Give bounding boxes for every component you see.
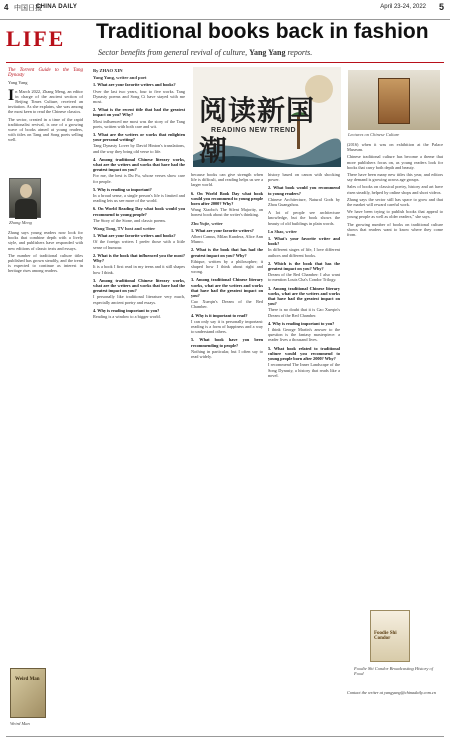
answer: The Story of the Stone, and classic poems.	[93, 217, 167, 223]
drop-cap: I	[8, 86, 15, 104]
answer: Ethique, written by a philosopher; it shaped how I think about right and wrong.	[191, 258, 263, 275]
section-title: LIFE	[6, 26, 66, 51]
question: 6. On World Book Day what book would you recommend to young people born after 2000? Why?	[191, 190, 263, 207]
answer: Of the foreign writers I prefer those with a little sense of humour.	[93, 239, 185, 250]
book-photo-caption: Lectures on Chinese Culture	[348, 132, 400, 137]
book-cover-left	[10, 668, 46, 718]
col2-subbyline: Yang Yang, writer and poet	[93, 75, 147, 81]
banner-chinese-title: 阅读新国潮	[199, 94, 316, 167]
question: 1. What are your favorite writers and books?	[93, 233, 176, 239]
logo-english: CHINA DAILY	[36, 4, 78, 10]
left-para-1-text: n March 2022, Zhang Meng, an editor in charge of the ancient section of Beijing Times Culture, received an invitation. As she explains, she was among the most keen to read the Chinese classics.	[8, 88, 83, 115]
masthead	[0, 0, 450, 20]
answer: I can only say it is personally important: reading is a form of happiness and a way to understand others.	[191, 318, 263, 335]
answer: Most influenced me most was the story of the Tang poets, written with both care and wit.	[93, 118, 185, 129]
standfirst-author: Yang Yang	[249, 48, 286, 57]
answer: Nothing in particular, but I often say to read widely.	[191, 348, 263, 360]
left-byline: Yang Yang	[8, 80, 28, 86]
col3-byline: Zhu Yujie, writer	[191, 220, 223, 226]
question: 4. Why is it important to read?	[191, 312, 248, 318]
left-para-3: Zhang says young readers now look for books that combine depth with a lively style, and publishers have responded with new editions of classic texts and essays.	[8, 230, 83, 251]
col5-para: Chinese traditional culture has become a theme that more publishers focus on, as young readers look for books that carry both depth and beauty.	[347, 154, 443, 170]
headline: Traditional books back in fashion	[96, 20, 429, 43]
left-kicker: The Torrent Guide to the Tang Dynasty	[8, 68, 83, 79]
answer: In a broad sense, a single person's life is limited and reading lets us see more of the world.	[93, 193, 185, 204]
question: 1. What's your favorite writer and book?	[268, 236, 340, 247]
answer: Tang Dynasty Lover by David Hinton's translations, and the way they bring old verse to life.	[93, 143, 185, 154]
footer-rule	[6, 736, 444, 737]
col5-para: We have been trying to publish books that appeal to young people as well as older readers," she says.	[347, 209, 443, 220]
book-cover-right	[370, 610, 410, 662]
answer: Wang Xiaobo's The Silent Majority, an honest book about the writer's thinking.	[191, 207, 263, 218]
answer: There is no doubt that it is Cao Xueqin's Dream of the Red Chamber.	[268, 307, 340, 318]
banner-english-title: READING NEW TREND	[211, 127, 297, 134]
answer: Chinese Architecture, Natural Gods by Zhou Guangzhou.	[268, 196, 340, 208]
column-4	[268, 172, 340, 381]
column-2	[93, 68, 185, 322]
headline-rule	[6, 62, 444, 63]
left-para-4: The number of traditional culture titles published has grown steadily, and the trend is expected to continue as interest in heritage rises among readers.	[8, 252, 83, 274]
question: 1. What are your favorite writers and books?	[93, 82, 176, 88]
answer: For me, the best is Du Fu, whose verses show care for people.	[93, 173, 185, 184]
answer: In different stages of life, I love different authors and different books.	[268, 247, 340, 258]
answer: A lot of people see architecture knowledge, but the book shows the beauty of old buildings in plain words.	[268, 210, 340, 226]
answer: I personally like traditional literature very much, especially ancient poetry and essays.	[93, 294, 185, 305]
standfirst-text: Sector benefits from general revival of culture,	[98, 48, 250, 57]
answer: Reading is a window to a bigger world.	[93, 313, 161, 319]
book-cover-left-caption: Weird Man	[10, 721, 30, 726]
col5-para: Zhang says the sector still has space to grow and that the market will reward careful work.	[347, 196, 443, 208]
page-number-left: 4	[4, 3, 9, 12]
answer: I recommend The Inner Landscape of the Song Dynasty, a history that reads like a novel.	[268, 362, 340, 378]
answer: because books can give strength when life is difficult, and reading helps us see a larger world.	[191, 172, 263, 188]
book-cover-left-title: Weird Man	[15, 677, 40, 682]
standfirst	[98, 48, 312, 57]
left-column	[8, 68, 83, 145]
question: 2. What is the recent title that had the greatest impact on you? Why?	[93, 107, 185, 118]
col2-byline: By ZHAO XIN	[93, 68, 123, 73]
answer: Cao Xueqin's Dream of the Red Chamber.	[191, 299, 263, 310]
question: 3. What are the writers or works that enlighten your personal writing?	[93, 132, 185, 143]
question: 3. Among traditional Chinese literary works, what are the writers and works that have had the greatest impact on you?	[93, 277, 185, 294]
question: 4. Why is reading important to you?	[268, 320, 335, 326]
book-photo	[348, 70, 440, 130]
answer: I think George Martin's answer to the question is the fantasy masterpiece: a reader lives a thousand lives.	[268, 327, 340, 343]
answer: Albert Camus, Milan Kundera, Alice Ann Munro.	[191, 234, 263, 245]
standfirst-end: reports.	[285, 48, 313, 57]
left-column-lower	[8, 230, 83, 276]
question: 5. What book related to traditional culture would you recommend to young people born after 2000? Why?	[268, 345, 340, 362]
left-para-2: The sector, created in a time of the rapid traditionalist revival, is one of a growing wave of books aimed at young readers, with titles on Tang and Song poets selling well.	[8, 116, 83, 143]
question: 4. Among traditional Chinese literary works, what are the writers and works that have had the greatest impact on you?	[93, 156, 185, 173]
page-number-right: 5	[438, 2, 444, 12]
question: 3. Among traditional Chinese literary works, what are the writers and works that have had the greatest impact on you?	[191, 277, 263, 299]
answer: history based on canon with shocking power.	[268, 172, 340, 183]
answer: Dream of the Red Chamber: I also want to mention Louis Cha's Condor Trilogy.	[268, 272, 340, 283]
portrait-caption: Zhang Meng	[9, 220, 32, 225]
question: 2. What book would you recommend to young readers?	[268, 185, 340, 196]
book-cover-right-caption: Foodie Shi Condor Broadcasting History of Food	[354, 666, 433, 676]
portrait-photo	[9, 178, 41, 218]
question: 5. What book have you been recommending to people?	[191, 337, 263, 348]
column-5	[347, 142, 443, 239]
col5-para: There have been many new titles this year, and editors say demand is growing across age groups.	[347, 172, 443, 183]
column-3	[191, 172, 263, 362]
question: 3. Among traditional Chinese literary works, what are the writers and works that have had the greatest impact on you?	[268, 285, 340, 307]
logo-chinese: 中国日报	[14, 4, 42, 12]
col5-para: (2016) when it was on exhibition at the Palace Museum.	[347, 142, 443, 153]
question: 2. Which is the book that has the greatest impact on you? Why?	[268, 260, 340, 272]
contact-line: Contact the writer at yangyang@chinadaily.com.cn	[347, 690, 436, 695]
book-cover-right-title: Foodie Shi Condor	[374, 631, 397, 641]
col5-para: Sales of books on classical poetry, history and art have risen steadily, helped by online shops and short videos.	[347, 184, 443, 195]
left-para-1	[8, 86, 83, 115]
banner-image	[193, 67, 341, 167]
col2-byline-2: Wang Tong, TV host and writer	[93, 226, 156, 232]
question: 1. What are your favorite writers?	[191, 227, 254, 233]
question: 4. Why is reading important to you?	[93, 307, 160, 313]
col4-byline: Lu Shao, writer	[268, 228, 298, 234]
question: 2. What is the book that influenced you the most? Why?	[93, 252, 185, 264]
question: 5. Why is reading so important?	[93, 186, 152, 192]
question: 6. On World Reading Day what book would you recommend to young people?	[93, 206, 185, 217]
issue-date: April 23-24, 2022	[380, 4, 426, 10]
col5-para: The growing number of books on traditional culture shows that readers want to know where they come from.	[347, 221, 443, 238]
answer: It is a book I first read in my teens and it still shapes how I think.	[93, 264, 185, 275]
question: 2. What is the book that has had the greatest impact on you? Why?	[191, 247, 263, 258]
answer: Over the last two years, four to five works. Tang Dynasty poems and Song Ci have stayed with me most.	[93, 88, 185, 105]
